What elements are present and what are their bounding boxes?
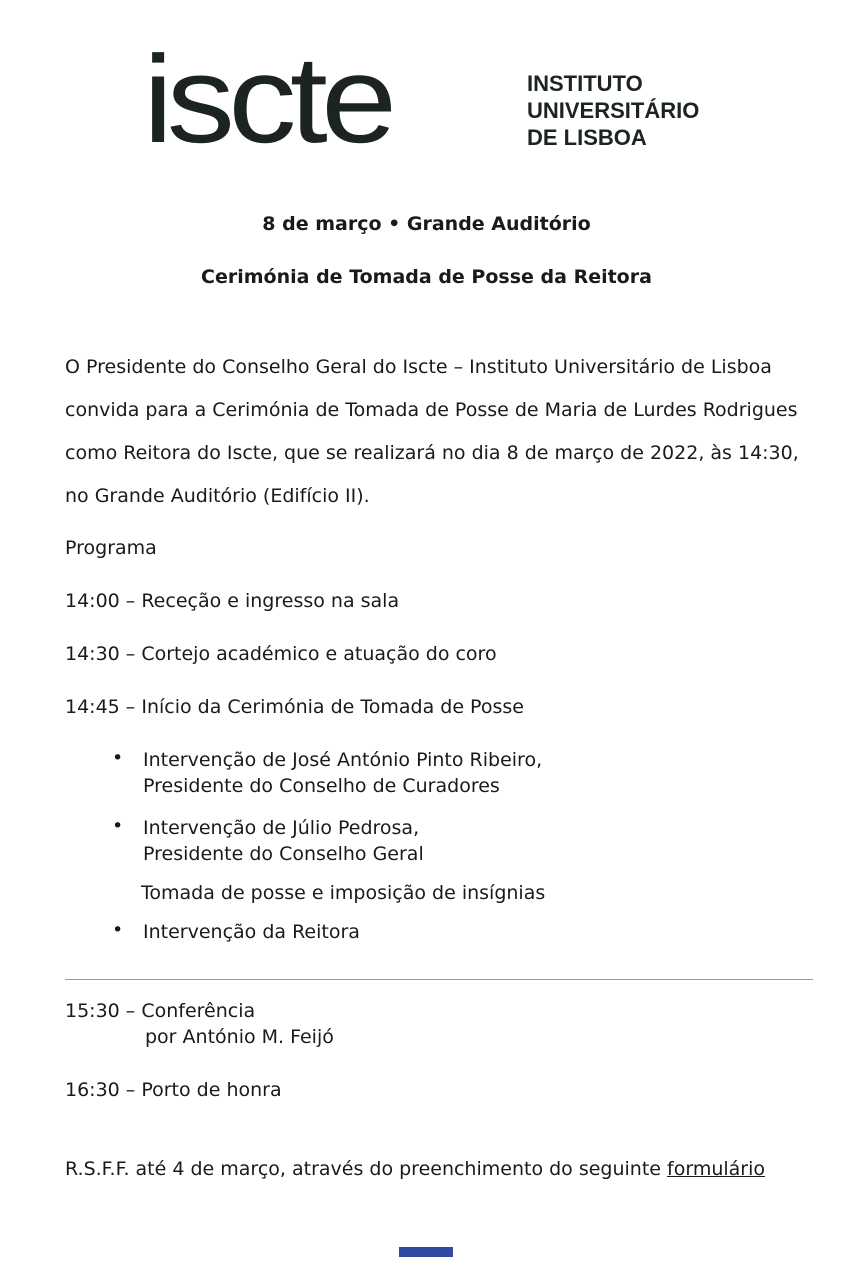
date-venue-heading: 8 de março • Grande Auditório: [262, 213, 591, 235]
institute-line-1: INSTITUTO: [527, 71, 643, 96]
rsvp-text: R.S.F.F. até 4 de março, através do preenchimento do seguinte: [65, 1158, 668, 1180]
schedule-item: 14:45 – Início da Cerimónia de Tomada de Posse: [65, 696, 524, 718]
list-item: [143, 747, 542, 799]
bullet-line: Presidente do Conselho de Curadores: [143, 775, 500, 797]
list-item: Intervenção da Reitora: [143, 921, 360, 943]
schedule-item: 14:00 – Receção e ingresso na sala: [65, 590, 400, 612]
invitation-line: O Presidente do Conselho Geral do Iscte – Instituto Universitário de Lisboa: [65, 356, 772, 378]
conference-time: 15:30 – Conferência: [65, 1000, 256, 1022]
institute-line-3: DE LISBOA: [527, 125, 647, 150]
form-link[interactable]: formulário: [667, 1158, 766, 1180]
ceremony-title: Cerimónia de Tomada de Posse da Reitora: [201, 266, 652, 288]
invitation-line: convida para a Cerimónia de Tomada de Posse de Maria de Lurdes Rodrigues: [65, 399, 798, 421]
programa-label: Programa: [65, 537, 157, 559]
bullet-line: Intervenção de Júlio Pedrosa,: [143, 817, 420, 839]
bullet-marker: •: [112, 919, 124, 941]
bullet-marker: •: [112, 747, 124, 769]
schedule-item: 14:30 – Cortejo académico e atuação do coro: [65, 643, 497, 665]
iscte-logo-wordmark: iscte: [143, 31, 391, 169]
list-item: Tomada de posse e imposição de insígnias: [141, 882, 546, 904]
bullet-line: Presidente do Conselho Geral: [143, 843, 424, 865]
invitation-line: no Grande Auditório (Edifício II).: [65, 485, 370, 507]
rsvp-line: [65, 1158, 765, 1180]
bullet-line: Intervenção de José António Pinto Ribeiro,: [143, 749, 543, 771]
porto-de-honra-item: 16:30 – Porto de honra: [65, 1079, 282, 1101]
footer-accent-bar: [399, 1247, 453, 1257]
institute-name: [527, 70, 699, 151]
conference-speaker: por António M. Feijó: [145, 1026, 334, 1048]
invitation-paragraph: [65, 346, 799, 518]
institute-line-2: UNIVERSITÁRIO: [527, 98, 700, 123]
list-item: [143, 815, 424, 867]
bullet-marker: •: [112, 815, 124, 837]
conference-item: [65, 998, 334, 1050]
invitation-line: como Reitora do Iscte, que se realizará no dia 8 de março de 2022, às 14:30,: [65, 442, 799, 464]
divider: [65, 979, 813, 980]
